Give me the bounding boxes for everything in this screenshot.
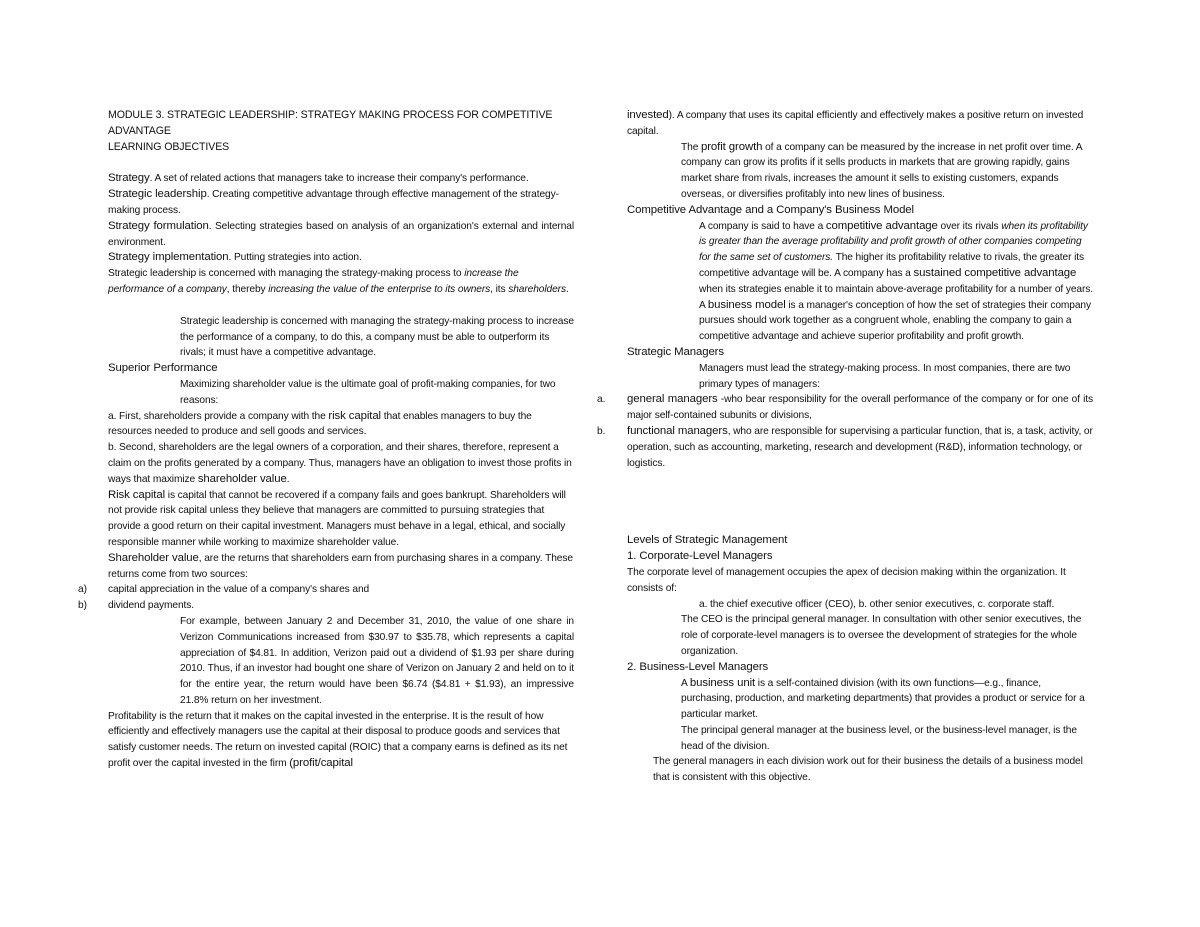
text-run: dividend payments. [108, 600, 194, 612]
text-run: The higher its profitability relative to rivals, the greater its competitive advantage will be. A company has a [699, 252, 1084, 279]
list-marker: a. [597, 394, 606, 406]
profitability-continued [627, 108, 1093, 140]
text-run: (profit/capital [289, 757, 353, 770]
text-run: increase the performance of a company [108, 268, 519, 295]
text-run: invested [627, 109, 669, 121]
business-level-heading: 2. Business-Level Managers [627, 660, 769, 673]
text-run: capital appreciation in the value of a company's shares and [108, 584, 370, 596]
ceo-paragraph: The CEO is the principal general manager. In consultation with other senior executives, the role of corporate-level managers is to oversee the development of strategies for the whole organization. [681, 614, 1082, 657]
strategy-formulation-def: . Selecting strategies based on analysis of an organization's external and internal environment. [108, 220, 574, 248]
leadership-paragraph-2: Strategic leadership is concerned with managing the strategy-making process to increase the performance of a company, to do this, a company must be able to outperform its rivals; it must have a competitive advantage. [180, 315, 574, 359]
text-run: ). A company that uses its capital efficiently and effectively makes a positive return on invested capital. [627, 110, 1084, 137]
competitive-advantage-paragraph [627, 219, 1093, 298]
reason-b [108, 440, 574, 487]
text-run: business model [707, 298, 786, 311]
text-run: sustained competitive advantage [913, 266, 1077, 279]
list-item [78, 582, 574, 598]
corporate-level-list: a. the chief executive officer (CEO), b. other senior executives, c. corporate staff. [699, 598, 1055, 610]
strategic-leadership-def: . Creating competitive advantage through effective management of the strategy-making process. [108, 189, 559, 216]
strategy-term: Strategy [108, 172, 150, 185]
text-run: , are the returns that shareholders earn from purchasing shares in a company. These returns come from two sources: [108, 552, 573, 580]
profit-growth-paragraph [627, 140, 1093, 203]
text-run: . [565, 283, 569, 295]
spacer [627, 471, 1093, 502]
text-run: that enables managers to buy the resources needed to produce and sell goods and services. [108, 410, 532, 438]
strategic-managers-paragraph: Managers must lead the strategy-making process. In most companies, there are two primary types of managers: [699, 362, 1071, 390]
text-run: is a manager's conception of how the set of strategies their company pursues should work together as a congruent whole, enabling the company to gain a competitive advantage and achieve superior profitability and profit growth. [699, 299, 1091, 343]
text-run: when its profitability is greater than the average profitability and profit growth of other companies competing for the same set of customers. [699, 220, 1088, 264]
business-model-paragraph [627, 298, 1093, 345]
text-run: Strategic leadership is concerned with managing the strategy-making process to [108, 268, 465, 280]
shareholder-value-paragraph: Maximizing shareholder value is the ultimate goal of profit-making companies, for two reasons: [180, 378, 556, 406]
text-run: risk capital [328, 409, 381, 422]
learning-objectives-heading: LEARNING OBJECTIVES [108, 140, 230, 153]
strategic-leadership-term: Strategic leadership [108, 188, 207, 201]
text-run: business unit [689, 676, 756, 689]
strategic-leadership-definition [108, 187, 574, 219]
list-item [597, 392, 1093, 424]
business-unit-paragraph [627, 676, 1093, 723]
competitive-advantage-heading: Competitive Advantage and a Company's Business Model [627, 203, 914, 216]
strategy-implementation-definition [108, 250, 574, 266]
superior-performance-heading: Superior Performance [108, 362, 218, 375]
list-item [597, 424, 1093, 471]
list-item [78, 598, 574, 614]
corporate-level-heading: 1. Corporate-Level Managers [627, 550, 773, 563]
text-run: is capital that cannot be recovered if a company fails and goes bankrupt. Shareholders will not provide risk capital unless they believe that managers are committed to pursuing strategies that provide a good return on their capital investment. Managers must behave in a legal, ethical, and socially responsible manner while working to maximize shareholder value. [108, 489, 566, 548]
text-run: competitive advantage [825, 219, 938, 232]
spacer [108, 155, 574, 171]
strategic-managers-heading: Strategic Managers [627, 345, 724, 358]
module-title: MODULE 3. STRATEGIC LEADERSHIP: STRATEGY MAKING PROCESS FOR COMPETITIVE ADVANTAGE [108, 109, 553, 137]
text-run: is a self-contained division (with its own functions—e.g., finance, purchasing, production, and marketing departments) that provides a product or service for a particular market. [681, 677, 1085, 721]
strategy-formulation-definition [108, 219, 574, 251]
text-run: , who are responsible for supervising a particular function, that is, a task, activity, or operation, such as accounting, marketing, research and development (R&D), information technology, or logistics. [627, 425, 1093, 469]
strategy-formulation-term: Strategy formulation [108, 219, 209, 232]
text-run: functional managers [627, 424, 728, 437]
text-run: A [699, 299, 708, 311]
risk-capital-definition [108, 488, 574, 551]
text-run: b. Second, shareholders are the legal owners of a corporation, and their shares, therefore, represent a claim on the profits generated by a company. Thus, managers have an obligation to invest those profits in ways that maximize [108, 442, 572, 485]
shareholder-value-definition [108, 551, 574, 583]
spacer [108, 298, 574, 314]
text-run: increasing the value of the enterprise to its owners [268, 283, 491, 295]
strategy-implementation-term: Strategy implementation [108, 251, 229, 264]
list-marker: b. [597, 425, 606, 437]
principal-gm-paragraph: The principal general manager at the business level, or the business-level manager, is the head of the division. [681, 724, 1077, 752]
levels-heading: Levels of Strategic Management [627, 534, 788, 547]
text-run: a. First, shareholders provide a company with the [108, 410, 329, 422]
list-marker: a) [78, 584, 87, 596]
text-run: , thereby [226, 283, 269, 295]
list-marker: b) [78, 600, 87, 612]
text-run: over its rivals [937, 220, 1002, 232]
strategy-definition [108, 171, 574, 187]
risk-capital-term: Risk capital [108, 488, 166, 501]
strategy-def: . A set of related actions that managers take to increase their company's performance. [149, 173, 529, 185]
text-run: -who bear responsibility for the overall performance of the company or for one of its major self-contained subunits or divisions, [627, 394, 1093, 422]
corporate-level-paragraph: The corporate level of management occupies the apex of decision making within the organization. It consists of: [627, 566, 1066, 594]
verizon-example: For example, between January 2 and December 31, 2010, the value of one share in Verizon Communications increased from $30.97 to $35.78, which represents a capital appreciation of $4.81. In addition, Verizon paid out a dividend of $1.93 per share during 2010. Thus, if an investor had bought one share of Verizon on January 2 and held on to it for the entire year, the return would have been $6.74 ($4.81 + $1.93), an impressive 21.8% return on her investment. [180, 615, 574, 706]
spacer [627, 502, 1093, 533]
text-run: A company is said to have a [699, 220, 826, 232]
text-run: The [681, 141, 701, 153]
text-run: when its strategies enable it to maintain above-average profitability for a number of years. [699, 283, 1093, 295]
text-run: general managers [627, 393, 718, 406]
leadership-paragraph [108, 266, 574, 298]
text-run: . [286, 473, 290, 485]
text-run: , its [490, 283, 509, 295]
left-column [78, 108, 574, 772]
text-run: shareholders [508, 283, 566, 295]
right-column [597, 108, 1093, 786]
strategy-implementation-def: . Putting strategies into action. [228, 252, 362, 264]
general-managers-paragraph: The general managers in each division work out for their business the details of a business model that is consistent with this objective. [653, 756, 1083, 784]
text-run: profit growth [701, 140, 763, 153]
text-run: A [681, 677, 690, 689]
profitability-paragraph [108, 709, 574, 772]
text-run: shareholder value [197, 472, 287, 485]
shareholder-value-term: Shareholder value [108, 551, 199, 564]
text-run: Profitability is the return that it makes on the capital invested in the enterprise. It is the result of how efficiently and effectively managers use the capital at their disposal to produce goods and services that satisfy customer needs. The return on invested capital (ROIC) that a company earns is defined as its net profit over the capital invested in the firm [108, 710, 568, 770]
text-run: of a company can be measured by the increase in net profit over time. A company can grow its profits if it sells products in markets that are growing rapidly, gains market share from rivals, increases the amount it sells to existing customers, expands overseas, or diversifies profitably into new lines of business. [681, 141, 1082, 200]
reason-a [108, 409, 574, 441]
